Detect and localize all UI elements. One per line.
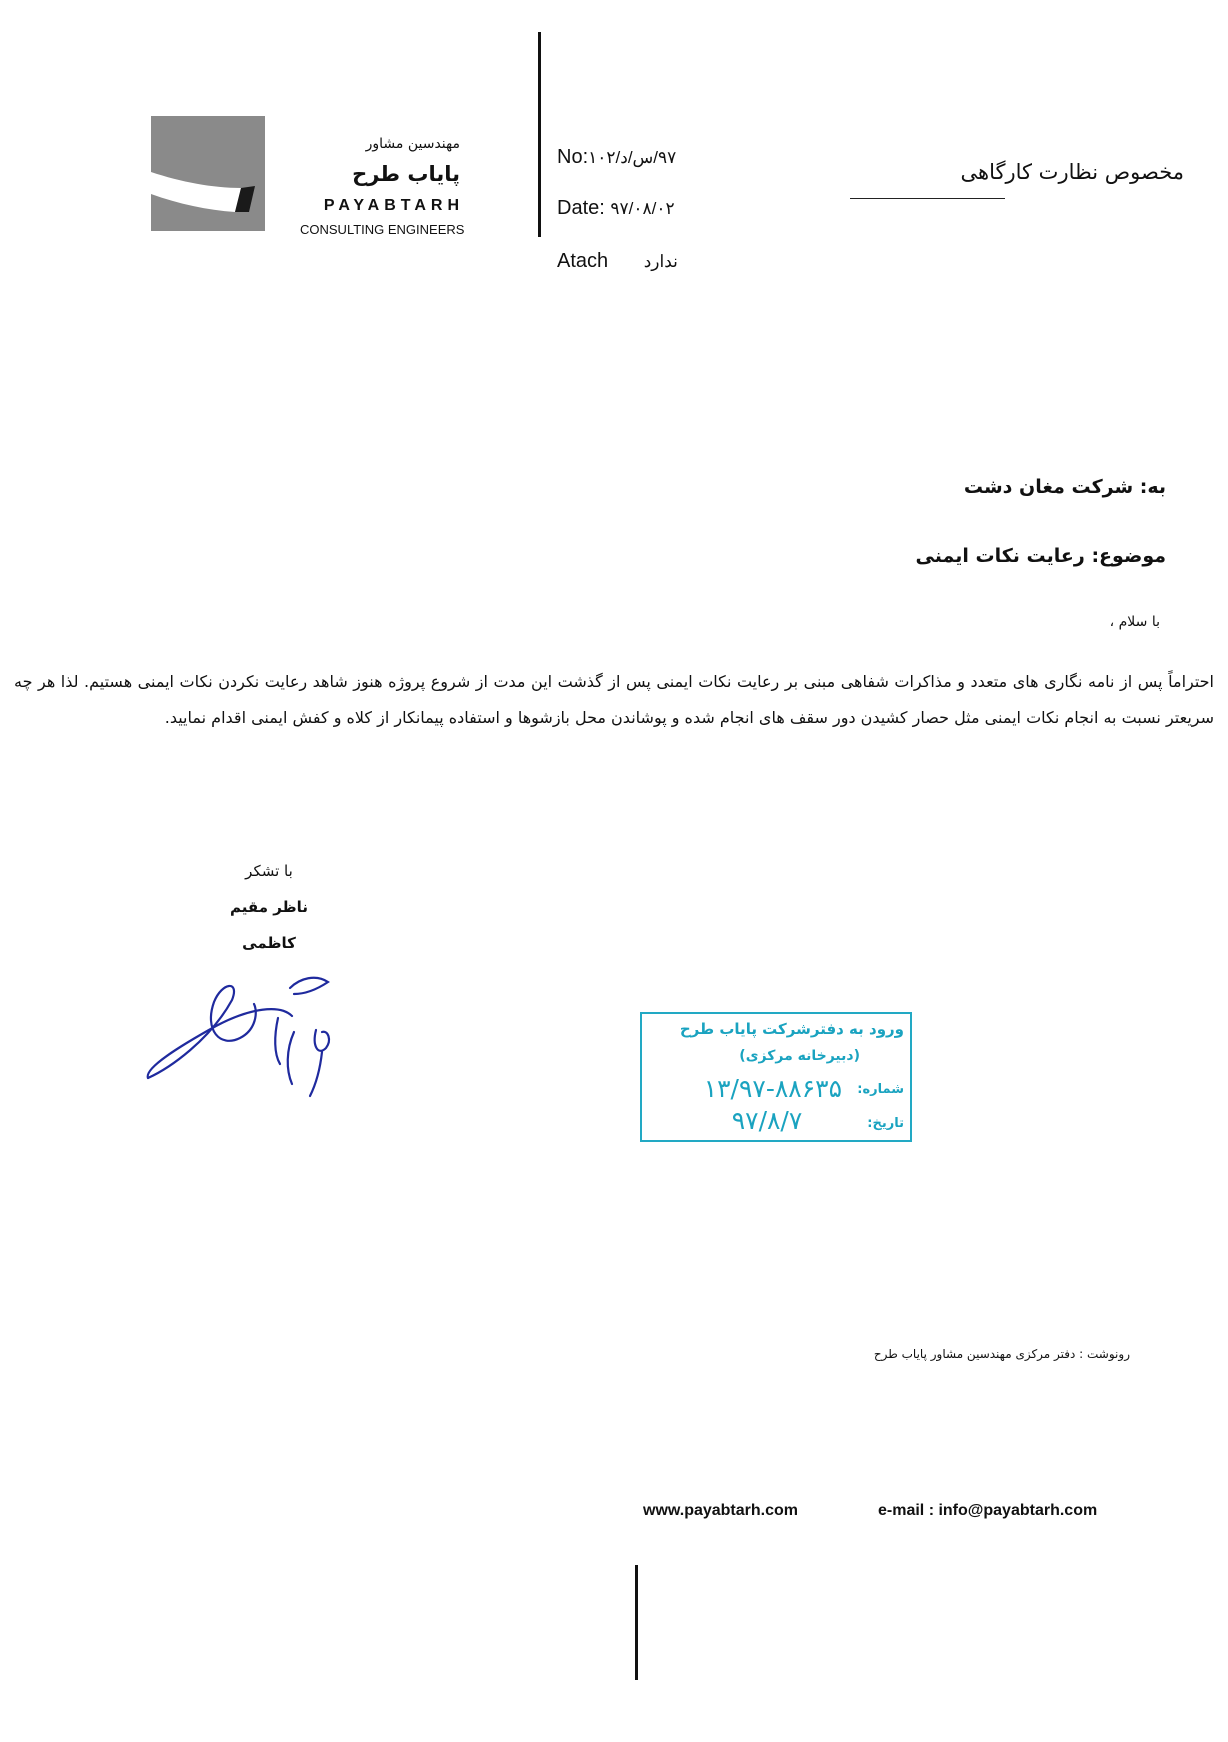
recipient: به: شرکت مغان دشت xyxy=(963,476,1166,498)
signer-name: کاظمی xyxy=(242,934,296,952)
letter-number-label: No: xyxy=(557,146,589,168)
firm-subtitle-english: CONSULTING ENGINEERS xyxy=(300,222,465,237)
stamp-date-label: تاریخ: xyxy=(867,1116,904,1131)
footer-email: e-mail : info@payabtarh.com xyxy=(878,1502,1098,1519)
subject: موضوع: رعایت نکات ایمنی xyxy=(915,545,1166,567)
signoff-thanks: با تشکر xyxy=(245,862,293,880)
signer-role: ناظر مقیم xyxy=(230,898,308,916)
stamp-number-value: ۱۳/۹۷-۸۸۶۳۵ xyxy=(703,1074,842,1103)
signature-icon xyxy=(140,960,360,1120)
stamp-date-value: ۹۷/۸/۷ xyxy=(731,1106,803,1135)
header-divider xyxy=(538,32,541,237)
letter-body: احتراماً پس از نامه نگاری های متعدد و مذاکرات شفاهی مبنی بر رعایت نکات ایمنی پس از گذشت این مدت از شروع پروژه هنوز شاهد رعایت نکردن نکات ایمنی هستیم. لذا هر چه سریعتر نسبت به انجام نکات ایمنی مثل حصار کشیدن دور سقف های انجام شده و پوشاندن محل بازشوها و استفاده پیمانکار از کلاه و کفش ایمنی اقدام نمایید. xyxy=(14,672,1214,727)
stamp-subtitle: (دبیرخانه مرکزی) xyxy=(739,1048,860,1064)
stamp-number-label: شماره: xyxy=(857,1082,904,1097)
letter-date-label: Date: xyxy=(557,197,605,219)
firm-name-persian: پایاب طرح xyxy=(352,162,460,186)
confidential-note: مخصوص نظارت کارگاهی xyxy=(960,160,1184,184)
handwritten-signature xyxy=(140,960,360,1120)
carbon-copy: رونوشت : دفتر مرکزی مهندسین مشاور پایاب طرح xyxy=(873,1347,1130,1361)
footer-divider xyxy=(635,1565,638,1680)
attachment-value: ندارد xyxy=(643,252,678,271)
receipt-stamp xyxy=(640,1012,912,1142)
logo-mark-icon xyxy=(151,116,265,231)
confidential-underline xyxy=(850,198,1005,199)
firm-name-persian-small: مهندسین مشاور xyxy=(365,136,460,152)
letter-number-value: ۹۷/س/د/۱۰۲ xyxy=(588,148,677,167)
letter-date xyxy=(557,197,707,220)
footer-website: www.payabtarh.com xyxy=(643,1502,798,1519)
letter-date-value: ۹۷/۰۸/۰۲ xyxy=(610,199,675,218)
company-logo xyxy=(151,116,265,231)
greeting: با سلام ، xyxy=(1109,614,1160,630)
letter-number xyxy=(557,146,707,169)
letter-attachment xyxy=(557,250,707,273)
attachment-label: Atach xyxy=(557,250,609,272)
stamp-title: ورود به دفترشرکت پایاب طرح xyxy=(679,1020,904,1038)
firm-name-english: PAYABTARH xyxy=(323,197,464,214)
